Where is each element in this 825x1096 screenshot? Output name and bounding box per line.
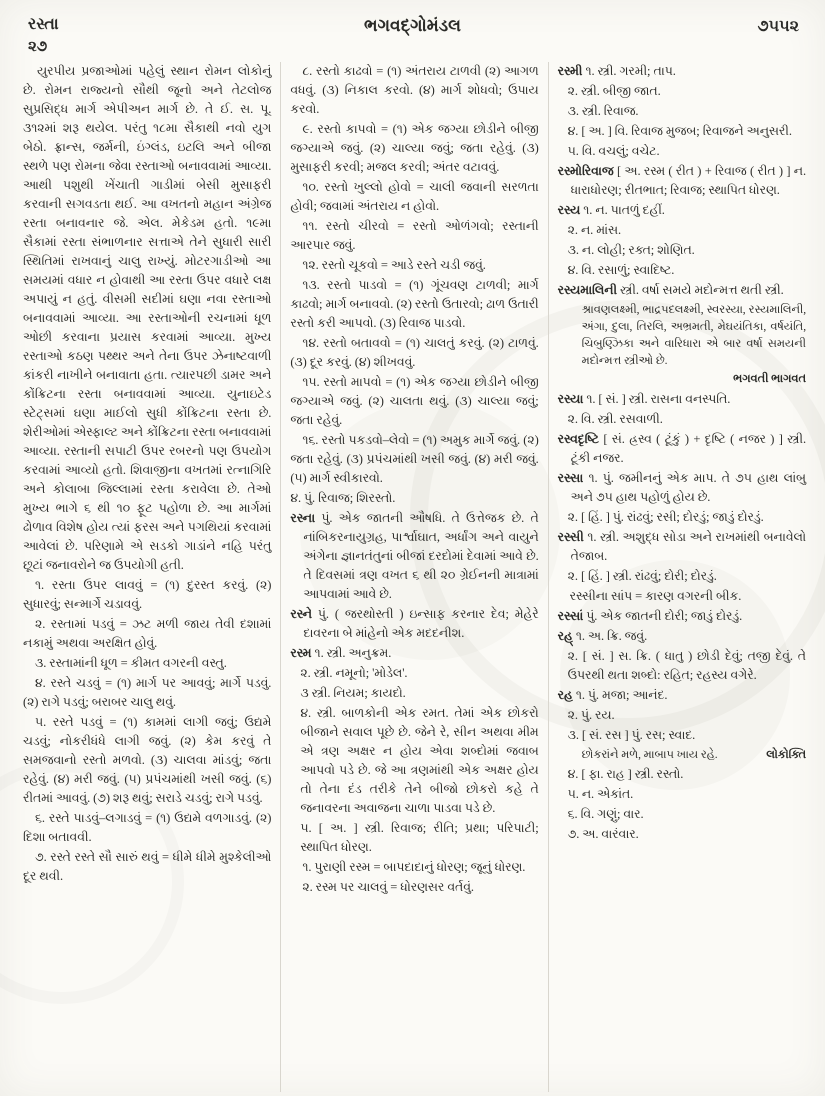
- idiom-line: ૧૬. રસ્તો પકડવો–લેવો = (૧) અમુક માર્ગે જવું. (૨) જતા રહેવું. (૩) પ્રપંચમાંથી ખસી જવું. (૪) મરી જવું. (૫) માર્ગ સ્વીકારવો.: [290, 433, 539, 485]
- text-paragraph: ૨. [ હિં. ] પું. રાંઢવું; રસી; દોરડું; જાડું દોરડું.: [567, 510, 764, 524]
- idiom-line: ૧. પુરાણી રસ્મ = બાપદાદાનું ધોરણ; જૂનું ધોરણ.: [302, 860, 526, 874]
- headword: રસ્વદૃષ્ટિ: [557, 432, 599, 446]
- entry-paragraph: રસ્ના પું. એક જાતની ઔષધિ. તે ઉત્તેજક છે. તે નાંબિકરનાયુગ્રહ, પાર્શ્વાઘાત, અર્ધાંગ અને વાયુને અંગેના જ્ઞાનતંતુનાં બીજાં દરદોમાં દેવામાં આવે છે. તે દિવસમાં ત્રણ વખત ૬ થી ૨૦ ગ્રેઈનની માત્રામાં આપવામાં આવે છે.: [290, 511, 539, 601]
- entry-paragraph: રહ ૧. પું. મજા; આનંદ.: [557, 688, 668, 702]
- idiom-line: ૧૫. રસ્તો માપવો = (૧) એક જગ્યા છોડીને બીજી જગ્યાએ જવું. (૨) ચાલતા થવું. (૩) ચાલ્યા જવું; જતા રહેવું.: [290, 375, 539, 427]
- text-paragraph: ૪. વિ. રસાળું; સ્વાદિષ્ટ.: [567, 263, 675, 277]
- idiom-line: ૨. રસ્તામાં પડવું = ઝટ મળી જાય તેવી દશામાં નકામું અથવા અરક્ષિત હોવું.: [23, 617, 272, 650]
- text-paragraph: ૨. પું. રય.: [567, 708, 615, 722]
- text-paragraph: ૫. [ અ. ] સ્ત્રી. રિવાજ; રીતિ; પ્રથા; પરિપાટી; સ્થાપિત ધોરણ.: [300, 821, 539, 854]
- entry-paragraph: રસ્ને પું. ( જરથોસ્તી ) ઇન્સાફ કરનાર દેવ; મેહેરે દાવરના બે માંહેનો એક મદદનીશ.: [290, 607, 539, 640]
- idiom-line: ૨. રસ્મ પર ચાલવું = ધોરણસર વર્તવું.: [302, 880, 474, 894]
- headword: રસ્મ: [290, 646, 312, 660]
- text-paragraph: ૪. પું. રિવાજ; શિરસ્તો.: [290, 491, 396, 505]
- headword: રસ્યા: [557, 392, 584, 406]
- entry-paragraph: રસ્સાં પું. એક જાતની દોરી; જાડું દોરડું.: [557, 609, 743, 623]
- citation-label: લોકોક્તિ: [766, 749, 806, 761]
- text-paragraph: ૫. ન. એકાંત.: [567, 787, 634, 801]
- headword: રસ્યમાલિની: [557, 283, 617, 297]
- text-paragraph: ૨. વિ. સ્ત્રી. રસવાળી.: [567, 412, 663, 426]
- idiom-line: ૧. રસ્તા ઉપર લાવવું = (૧) દુરસ્ત કરવું. (૨) સુધારવું; સન્માર્ગે ચડાવવું.: [23, 578, 272, 611]
- entry-paragraph: રસ્ય ૧. ન. પાતળું દહીં.: [557, 203, 665, 217]
- headword: રસ્ના: [290, 511, 316, 525]
- text-paragraph: ૩. સ્ત્રી. રિવાજ.: [567, 104, 639, 118]
- idiom-line: ૧૨. રસ્તો ચૂકવો = આડે રસ્તે ચડી જવું.: [302, 258, 486, 272]
- entry-paragraph: રસ્વદૃષ્ટિ [ સં. હ્રસ્વ ( ટૂંકું ) + દૃષ્ટિ ( નજર ) ] સ્ત્રી. ટૂંકી નજર.: [557, 432, 806, 465]
- text-paragraph: ૨. સ્ત્રી. બીજી જાત.: [567, 84, 661, 98]
- entry-paragraph: રહ્ ૧. અ. ક્રિ. જવું.: [557, 629, 648, 643]
- text-paragraph: લોકોક્તિ છોકરાંને મળે, માબાપ ખાય રહે.: [558, 747, 806, 764]
- text-paragraph: ૭. અ. વારંવાર.: [567, 827, 639, 841]
- text-paragraph: ૫. વિ. વચલું; વચેટ.: [567, 144, 660, 158]
- idiom-line: ૫. રસ્તે પડવું = (૧) કામમાં લાગી જવું; ઉદ્યમે ચડવું; નોકરીધંધે લાગી જવું. (૨) કેમ કરવું તે સમજવાનો રસ્તો મળવો. (૩) ચાલવા માંડવું; જતા રહેવું. (૪) મરી જવું. (૫) પ્રપંચમાંથી ખસી જવું. (૬) રીતમાં આવવું. (૭) શરૂ થવું; સરાડે ચડવું; રાગે પડવું.: [23, 715, 272, 805]
- idiom-line: ૧૩. રસ્તો પાડવો = (૧) ગૂંચવણ ટાળવી; માર્ગ કાઢવો; માર્ગ બનાવવો. (૨) રસ્તો ઉતારવો; ઢાળ ઉતારી રસ્તો કરી આપવો. (૩) રિવાજ પાડવો.: [290, 278, 539, 330]
- idiom-line: ૮. રસ્તો કાઢવો = (૧) અંતરાય ટાળવી (૨) આગળ વધવું. (૩) નિકાલ કરવો. (૪) માર્ગ શોધવો; ઉપાય કરવો.: [290, 64, 539, 116]
- text-paragraph: શ્રાવણલક્ષ્મી, ભાદ્રપદલક્ષ્મી, સ્વરસ્યા, રસ્યમાલિની, અંગા, દુલા, તિરલિ, અભ્રમતી, મેઘયંતિકા, વર્ષયંતિ, ચિબુણ્ઝિકા અને વારિધારા એ બાર વર્ષા સમયની મદોન્મત્ત સ્ત્રીઓ છે.: [581, 304, 806, 367]
- entry-paragraph: રસ્સા ૧. પું. જમીનનું એક માપ. તે ૭૫ હાથ લાંબુ અને ૭૫ હાથ પહોળું હોય છે.: [557, 471, 806, 504]
- text-paragraph: ૪. [ ફા. રાહ ] સ્ત્રી. રસ્તો.: [567, 767, 684, 781]
- column-2: [280, 62, 547, 1092]
- idiom-line: ૬. રસ્તે પાડવું–લગાડવું = (૧) ઉદ્યમે વળગાડવું. (૨) દિશા બતાવવી.: [23, 811, 272, 844]
- headword: રસ્ને: [290, 607, 312, 621]
- entry-paragraph: રસ્મ ૧. સ્ત્રી. અનુક્રમ.: [290, 646, 392, 660]
- headword: રહ્: [557, 629, 573, 643]
- text-paragraph: ૪. [ અ. ] વિ. રિવાજ મુજબ; રિવાજને અનુસરી.: [567, 124, 792, 138]
- page-number: ૭૫૫૨: [757, 18, 799, 35]
- entry-paragraph: રસ્યમાલિની સ્ત્રી. વર્ષા સમયે મદોન્મત્ત થતી સ્ત્રી.: [557, 283, 784, 297]
- entry-paragraph: રસ્મી ૧. સ્ત્રી. ગરમી; તાપ.: [557, 64, 676, 78]
- page-title: ભગવદ્ગોમંડલ: [364, 16, 461, 35]
- text-paragraph: ૨. સ્ત્રી. નમૂનો; 'મોડેલ'.: [300, 666, 408, 680]
- idiom-line: ૩. રસ્તામાંની ધૂળ = કીમત વગરની વસ્તુ.: [35, 656, 227, 670]
- headword: રસ્સાં: [557, 609, 584, 623]
- entry-paragraph: રસ્સી ૧. સ્ત્રી. અશુદ્ધ સોડા અને રાખમાંથી બનાવેલો તેજાબ.: [557, 530, 806, 563]
- headword: રસ્મોરિવાજ: [557, 164, 614, 178]
- idiom-line: ૧૧. રસ્તો ચીરવો = રસ્તો ઓળંગવો; રસ્તાની આરપાર જવું.: [290, 219, 539, 252]
- idiom-line: ૧૪. રસ્તો બતાવવો = (૧) ચાલતું કરવું. (૨) ટાળવું. (૩) દૂર કરવું. (૪) શીખવવું.: [290, 336, 539, 369]
- headword: રસ્સા: [557, 471, 584, 485]
- entry-paragraph: રસ્મોરિવાજ [ અ. રસ્મ ( રીત ) + રિવાજ ( રીત ) ] ન. ધારાધોરણ; રીતભાત; રિવાજ; સ્થાપિત ધોરણ.: [557, 164, 806, 197]
- text-columns: [14, 62, 815, 1092]
- headword: રસ્સી: [557, 530, 584, 544]
- column-3: [548, 62, 815, 1092]
- idiom-line: ૭. રસ્તે રસ્તે સૌ સારું થવું = ધીમે ધીમે મુશ્કેલીઓ દૂર થવી.: [23, 850, 272, 883]
- text-paragraph: ૨. ન. માંસ.: [567, 223, 622, 237]
- text-paragraph: ૨. [ હિં. ] સ્ત્રી. રાંઢવું; દોરી; દોરડું.: [567, 569, 717, 583]
- text-paragraph: ૬. વિ. ગણું; વાર.: [567, 807, 644, 821]
- text-paragraph: ૩. [ સં. રસ ] પું. રસ; સ્વાદ.: [567, 728, 696, 742]
- headword: રહ: [557, 688, 573, 702]
- text-paragraph: ૩. ન. લોહી; રક્ત; શોણિત.: [567, 243, 695, 257]
- header-signature-number: ૨૭: [28, 39, 48, 55]
- column-1: [14, 62, 280, 1092]
- idiom-line: ૪. રસ્તે ચડવું = (૧) માર્ગ પર આવવું; માર્ગે પડવું. (૨) રાગે પડવું; બરાબર ચાલુ થવું.: [23, 676, 272, 709]
- entry-paragraph: રસ્યા ૧. [ સં. ] સ્ત્રી. રાસના વનસ્પતિ.: [557, 392, 731, 406]
- idiom-line: રસ્સીના સાંપ = કારણ વગરની બીક.: [569, 589, 742, 603]
- text-paragraph: ૨. [ સં. ] સ. ક્રિ. ( ધાતુ ) છોડી દેવું; તજી દેવું. તે ઉપરથી થતા શબ્દો: રહિત; રહસ્ય વગેરે.: [567, 649, 806, 682]
- idiom-line: ૯. રસ્તો કાપવો = (૧) એક જગ્યા છોડીને બીજી જગ્યાએ જવું. (૨) ચાલ્યા જવું; જતા રહેવું. (૩) મુસાફરી કરવી; મજલ કરવી; અંતર વટાવવું.: [290, 122, 539, 174]
- text-paragraph: ભગવતી ભાગવત: [733, 373, 806, 385]
- text-paragraph: યુરપીય પ્રજાઓમાં પહેલું સ્થાન રોમન લોકોનું છે. રોમન રાજ્યનો સૌથી જૂનો અને તેટલોજ સુપ્રસિદ્ધ માર્ગ એપીઅન માર્ગ છે. તે ઈ. સ. પૂ. ૩૧૨માં શરૂ થયેલ. પરંતુ ૧૮મા સૈકાથી નવો યુગ બેઠો. ફ્રાન્સ, જર્મની, ઇંગ્લંડ, ઇટલિ અને બીજા સ્થળે પણ રોમના જેવા રસ્તાઓ બનાવવામાં આવ્યા. આથી પશુથી ખેંચાતી ગાડીમાં બેસી મુસાફરી કરવાની સગવડતા થઈ. આ વખતનો મહાન અંગ્રેજ રસ્તા બનાવનાર જે. એલ. મેકેડમ હતો. ૧૯મા સૈકામાં રસ્તા સંભાળનાર સત્તાએ તેને સુધારી સારી સ્થિતિમાં રાખવાનું ચાલુ રાખ્યું. મોટરગાડીઓ આ સમયમાં વધાર ન હોવાથી આ રસ્તા ઉપર વધારે લક્ષ અપાયું ન હતું. વીસમી સદીમાં ઘણા નવા રસ્તાઓ બનાવવામાં આવ્યા. આ રસ્તાઓની રચનામાં ધૂળ ઓછી કરવાના પ્રયાસ કરવામાં આવ્યા. મુખ્ય રસ્તાઓ કઠણ પથ્થર અને તેના ઉપર ઝેનાષ્ટવાળી કાંકરી નાખીને બનાવાતા હતા. ત્યારપછી ડામર અને કોંક્રિટના રસ્તા બનાવવામાં આવ્યા. યુનાઇટેડ સ્ટેટ્સમાં ઘણા માઈલો સુધી કોંક્રિટના રસ્તા છે. શેરીઓમાં એસ્ફાલ્ટ અને કોંક્રિટના રસ્તા બનાવવામાં આવ્યા. રસ્તાની સપાટી ઉપર રબરનો પણ ઉપયોગ કરવામાં આવ્યો હતો. શિવાજીના વખતમાં રત્નાગિરિ અને કોલાબા જિલ્લામાં રસ્તા કરાવેલા છે. તેઓ મુખ્ય ભાગે ૬ થી ૧૦ ફૂટ પહોળા છે. આ માર્ગમાં ઢોળાવ વિશેષ હોય ત્યાં ફરસ અને પગથિયાં કરવામાં આવેલાં છે. પરિણામે એ સડકો ગાડાંને નહિ પરંતુ છૂટાં જનાવરોને જ ઉપયોગી હતી.: [23, 64, 272, 572]
- idiom-line: ૧૦. રસ્તો ખુલ્લો હોવો = ચાલી જવાની સરળતા હોવી; જવામાં અંતરાય ન હોવો.: [290, 180, 539, 213]
- text-paragraph: ૪. સ્ત્રી. બાળકોની એક રમત. તેમાં એક છોકરો બીજાને સવાલ પૂછે છે. જેને રે, સીન અથવા મીમ એ ત્રણ અક્ષર ન હોય એવા શબ્દોમાં જવાબ આપવો પડે છે. જે આ ત્રણમાંથી એક અક્ષર હોય તો તેના દંડ તરીકે તેને બીજો છોકરો કહે તે જનાવરના અવાજના ચાળા પાડવા પડે છે.: [300, 706, 539, 815]
- headword: રસ્મી: [557, 64, 583, 78]
- header-catchword: રસ્તા: [28, 16, 59, 33]
- headword: રસ્ય: [557, 203, 581, 217]
- text-paragraph: ૩ સ્ત્રી. નિયમ; કાયદો.: [300, 686, 406, 700]
